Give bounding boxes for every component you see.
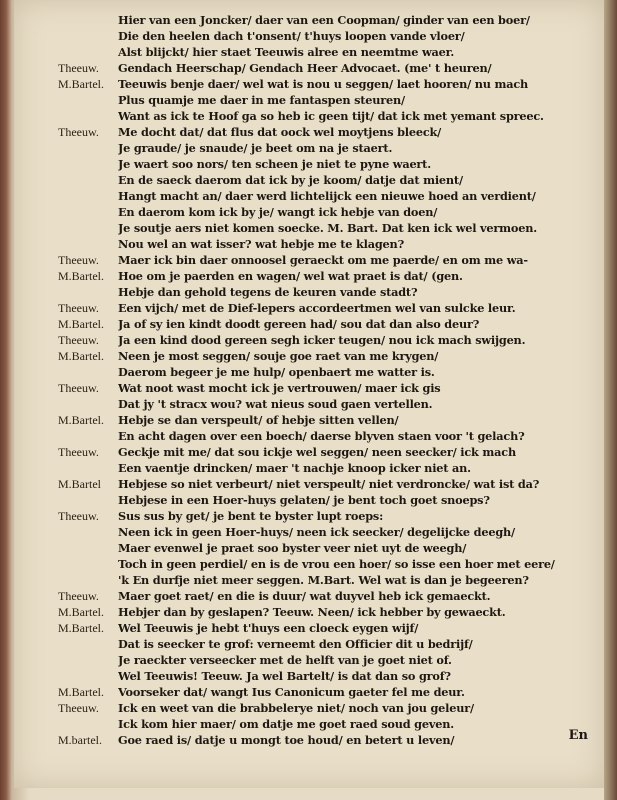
speaker-name: M.Bartel. xyxy=(58,413,104,427)
line-text: Hangt macht an/ daer werd lichtelijck een nieuwe hoed an verdient/ xyxy=(118,189,536,203)
speaker-name: Theeuw. xyxy=(58,381,99,395)
dialogue-line xyxy=(14,652,604,668)
line-text: Wat noot wast mocht ick je vertrouwen/ maer ick gis xyxy=(118,381,441,395)
line-text: Een vaentje drincken/ maer 't nachje knoop icker niet an. xyxy=(118,461,471,475)
line-text: Wel Teeuwis! Teeuw. Ja wel Bartelt/ is dat dan so grof? xyxy=(118,669,451,683)
dialogue-line xyxy=(14,444,604,460)
speaker-name: Theeuw. xyxy=(58,701,99,715)
line-text: Neen ick in geen Hoer-huys/ neen ick seecker/ degelijcke deegh/ xyxy=(118,525,515,539)
line-text: Hebjese in een Hoer-huys gelaten/ je bent toch goet snoeps? xyxy=(118,493,490,507)
line-text: Want as ick te Hoof ga so heb ic geen tijt/ dat ick met yemant spreec. xyxy=(118,109,544,123)
dialogue-line xyxy=(14,76,604,92)
speaker-name: Theeuw. xyxy=(58,253,99,267)
dialogue-line xyxy=(14,556,604,572)
line-text: Hebje se dan verspeult/ of hebje sitten vellen/ xyxy=(118,413,399,427)
line-text: Goe raed is/ datje u mongt toe houd/ en betert u leven/ xyxy=(118,733,455,747)
page-edge xyxy=(604,0,617,800)
dialogue-line xyxy=(14,700,604,716)
dialogue-line xyxy=(14,460,604,476)
dialogue-line xyxy=(14,188,604,204)
speaker-name: M.Bartel. xyxy=(58,605,104,619)
speaker-name: M.Bartel. xyxy=(58,317,104,331)
dialogue-lines xyxy=(14,12,604,748)
speaker-name: M.Bartel. xyxy=(58,77,104,91)
line-text: Hoe om je paerden en wagen/ wel wat praet is dat/ (gen. xyxy=(118,269,463,283)
speaker-name: M.Bartel. xyxy=(58,621,104,635)
dialogue-line xyxy=(14,252,604,268)
line-text: Maer goet raet/ en die is duur/ wat duyvel heb ick gemaeckt. xyxy=(118,589,491,603)
line-text: Ja een kind dood gereen segh icker teugen/ nou ick mach swijgen. xyxy=(118,333,526,347)
dialogue-line xyxy=(14,268,604,284)
line-text: Teeuwis benje daer/ wel wat is nou u seggen/ laet hooren/ nu mach xyxy=(118,77,529,91)
dialogue-line xyxy=(14,28,604,44)
dialogue-line xyxy=(14,588,604,604)
line-text: Sus sus by get/ je bent te byster lupt roeps: xyxy=(118,509,384,523)
line-text: Ja of sy ien kindt doodt gereen had/ sou dat dan also deur? xyxy=(118,317,480,331)
dialogue-line xyxy=(14,412,604,428)
line-text: Die den heelen dach t'onsent/ t'huys loopen vande vloer/ xyxy=(118,29,465,43)
line-text: Maer evenwel je praet soo byster veer niet uyt de weegh/ xyxy=(118,541,467,555)
line-text: Je graude/ je snaude/ je beet om na je staert. xyxy=(118,141,393,155)
dialogue-line xyxy=(14,332,604,348)
dialogue-line xyxy=(14,284,604,300)
speaker-name: M.Bartel. xyxy=(58,349,104,363)
book-page xyxy=(14,0,604,788)
dialogue-line xyxy=(14,396,604,412)
line-text: Toch in geen perdiel/ en is de vrou een hoer/ so isse een hoer met eere/ xyxy=(118,557,555,571)
line-text: En daerom kom ick by je/ wangt ick hebje van doen/ xyxy=(118,205,438,219)
dialogue-line xyxy=(14,684,604,700)
dialogue-line xyxy=(14,492,604,508)
dialogue-line xyxy=(14,540,604,556)
line-text: 'k En durfje niet meer seggen. M.Bart. Wel wat is dan je begeeren? xyxy=(118,573,529,587)
line-text: Een vijch/ met de Dief-lepers accordeertmen wel van sulcke leur. xyxy=(118,301,516,315)
speaker-name: Theeuw. xyxy=(58,445,99,459)
line-text: Plus quamje me daer in me fantaspen steuren/ xyxy=(118,93,405,107)
line-text: Je waert soo nors/ ten scheen je niet te pyne waert. xyxy=(118,157,431,171)
speaker-name: M.Bartel. xyxy=(58,685,104,699)
line-text: Voorseker dat/ wangt Ius Canonicum gaeter fel me deur. xyxy=(118,685,465,699)
line-text: Alst blijckt/ hier staet Teeuwis alree en neemtme waer. xyxy=(118,45,455,59)
dialogue-line xyxy=(14,476,604,492)
speaker-name: M.Bartel xyxy=(58,477,101,491)
dialogue-line xyxy=(14,508,604,524)
line-text: Neen je most seggen/ souje goe raet van me krygen/ xyxy=(118,349,439,363)
dialogue-line xyxy=(14,124,604,140)
dialogue-line xyxy=(14,44,604,60)
dialogue-line xyxy=(14,604,604,620)
dialogue-line xyxy=(14,716,604,732)
line-text: Me docht dat/ dat flus dat oock wel moytjens bleeck/ xyxy=(118,125,442,139)
line-text: Wel Teeuwis je hebt t'huys een cloeck eygen wijf/ xyxy=(118,621,419,635)
line-text: Nou wel an wat isser? wat hebje me te klagen? xyxy=(118,237,404,251)
dialogue-line xyxy=(14,732,604,748)
dialogue-line xyxy=(14,60,604,76)
dialogue-line xyxy=(14,220,604,236)
line-text: Dat is seecker te grof: verneemt den Officier dit u bedrijf/ xyxy=(118,637,473,651)
line-text: Daerom begeer je me hulp/ openbaert me watter is. xyxy=(118,365,435,379)
dialogue-line xyxy=(14,364,604,380)
line-text: Hebjese so niet verbeurt/ niet verspeult/ niet verdroncke/ wat ist da? xyxy=(118,477,540,491)
dialogue-line xyxy=(14,156,604,172)
line-text: Hier van een Joncker/ daer van een Coopman/ ginder van een boer/ xyxy=(118,13,530,27)
line-text: En de saeck daerom dat ick by je koom/ datje dat mient/ xyxy=(118,173,463,187)
line-text: Maer ick bin daer onnoosel geraeckt om me paerde/ en om me wa- xyxy=(118,253,528,267)
dialogue-line xyxy=(14,348,604,364)
dialogue-line xyxy=(14,572,604,588)
dialogue-line xyxy=(14,300,604,316)
speaker-name: Theeuw. xyxy=(58,61,99,75)
dialogue-line xyxy=(14,636,604,652)
catchword: En xyxy=(568,728,588,743)
line-text: Ick en weet van die brabbelerye niet/ noch van jou geleur/ xyxy=(118,701,474,715)
dialogue-line xyxy=(14,428,604,444)
line-text: En acht dagen over een boech/ daerse blyven staen voor 't gelach? xyxy=(118,429,525,443)
speaker-name: Theeuw. xyxy=(58,509,99,523)
dialogue-line xyxy=(14,140,604,156)
dialogue-line xyxy=(14,524,604,540)
dialogue-line xyxy=(14,668,604,684)
line-text: Ick kom hier maer/ om datje me goet raed soud geven. xyxy=(118,717,454,731)
line-text: Je raeckter verseecker met de helft van je goet niet of. xyxy=(118,653,452,667)
dialogue-line xyxy=(14,380,604,396)
line-text: Hebje dan gehold tegens de keuren vande stadt? xyxy=(118,285,418,299)
dialogue-line xyxy=(14,236,604,252)
speaker-name: Theeuw. xyxy=(58,333,99,347)
dialogue-line xyxy=(14,108,604,124)
line-text: Geckje mit me/ dat sou ickje wel seggen/ neen seecker/ ick mach xyxy=(118,445,516,459)
speaker-name: Theeuw. xyxy=(58,125,99,139)
dialogue-line xyxy=(14,12,604,28)
speaker-name: Theeuw. xyxy=(58,301,99,315)
line-text: Je soutje aers niet komen soecke. M. Bart. Dat ken ick wel vermoen. xyxy=(118,221,537,235)
dialogue-line xyxy=(14,204,604,220)
line-text: Dat jy 't stracx wou? wat nieus soud gaen vertellen. xyxy=(118,397,433,411)
speaker-name: Theeuw. xyxy=(58,589,99,603)
dialogue-line xyxy=(14,316,604,332)
dialogue-line xyxy=(14,620,604,636)
dialogue-line xyxy=(14,92,604,108)
dialogue-line xyxy=(14,172,604,188)
line-text: Gendach Heerschap/ Gendach Heer Advocaet. (me' t heuren/ xyxy=(118,61,492,75)
speaker-name: M.bartel. xyxy=(58,733,102,747)
line-text: Hebjer dan by geslapen? Teeuw. Neen/ ick hebber by gewaeckt. xyxy=(118,605,506,619)
speaker-name: M.Bartel. xyxy=(58,269,104,283)
